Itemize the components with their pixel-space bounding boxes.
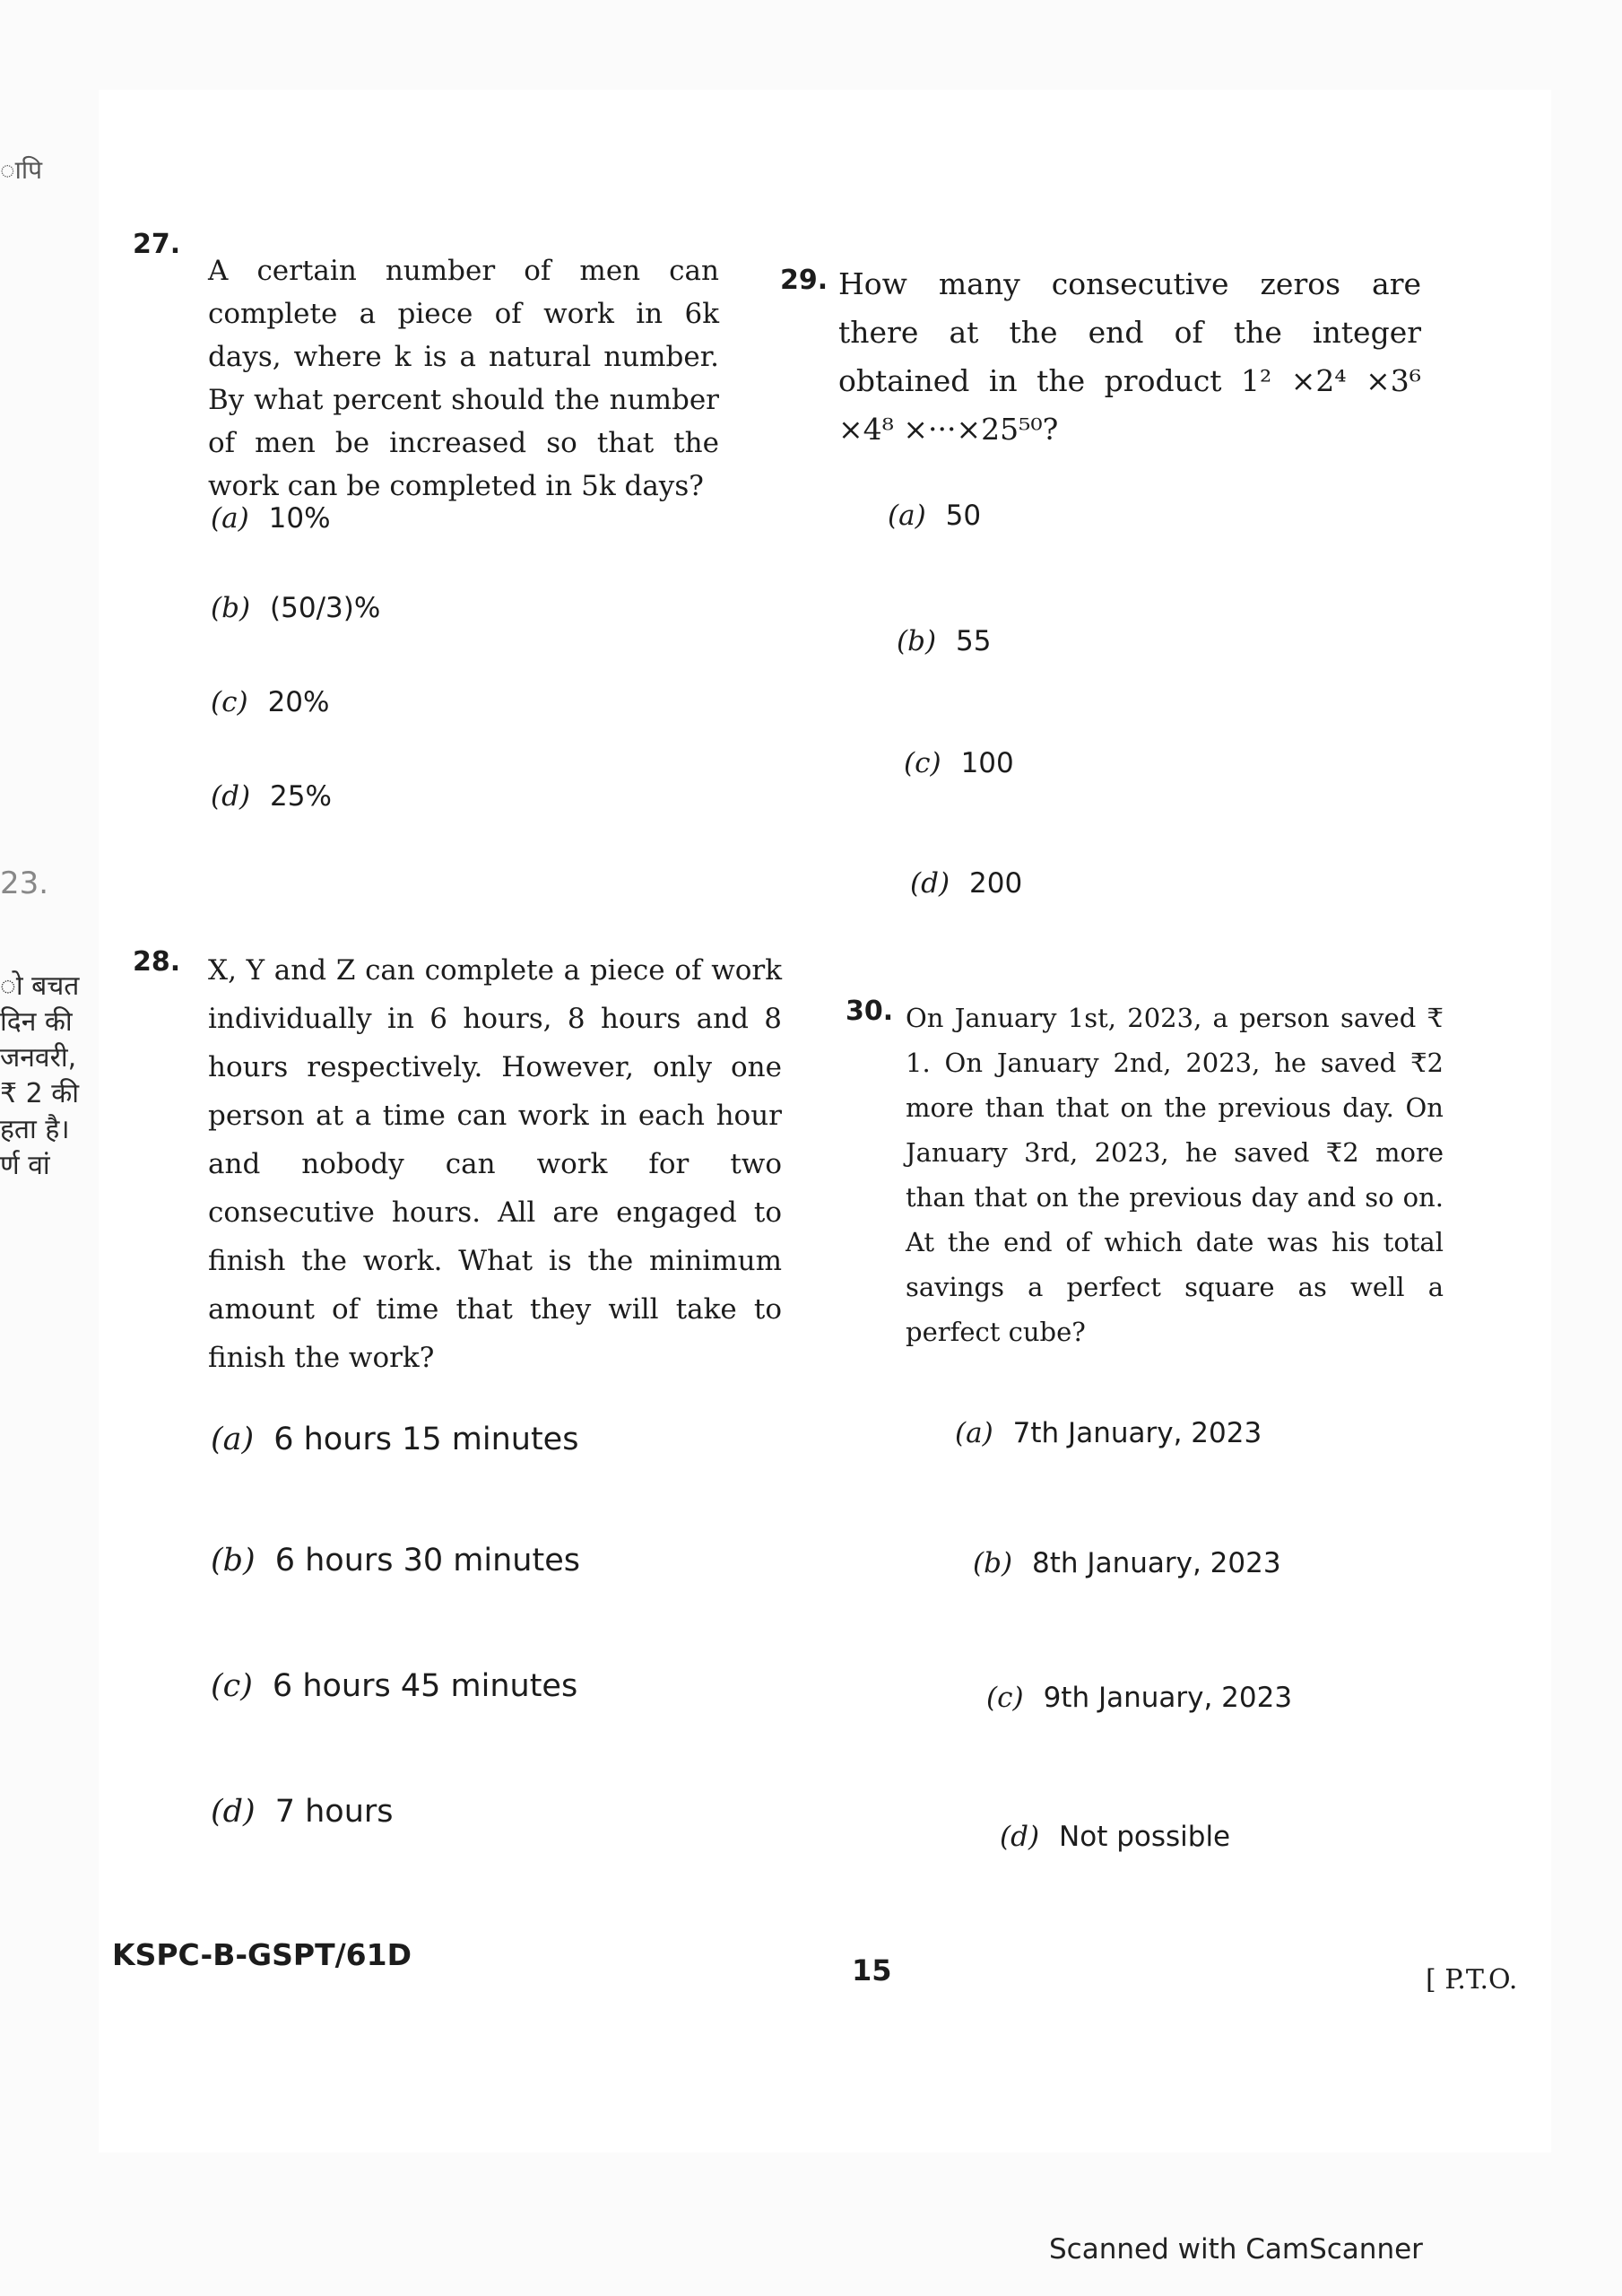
option-value: 55 (956, 625, 992, 657)
option-b (211, 1543, 580, 1578)
scanner-watermark: Scanned with CamScanner (1049, 2233, 1423, 2266)
question-number: 29. (780, 265, 828, 296)
option-c (986, 1682, 1292, 1714)
option-label: (d) (910, 867, 950, 900)
question-product: 1² ×2⁴ ×3⁶ ×4⁸ ×···×25⁵⁰? (838, 363, 1421, 447)
option-value: 6 hours 45 minutes (272, 1668, 578, 1704)
option-value: 7 hours (274, 1794, 394, 1830)
option-label: (a) (211, 502, 249, 535)
option-label: (a) (211, 1422, 255, 1457)
option-value: 50 (945, 500, 982, 532)
question-text: A certain number of men can complete a piece of work in 6k days, where k is a natural number. By what percent should the number of men be increased so that the work can be completed in 5k days? (208, 255, 719, 502)
margin-question-number: 23. (0, 865, 49, 901)
pto-marker: [ P.T.O. (1426, 1964, 1518, 1996)
option-label: (d) (211, 780, 251, 813)
margin-line: ो बचत (0, 970, 80, 1002)
paper-code: KSPC-B-GSPT/61D (112, 1937, 412, 1972)
question-number: 30. (846, 996, 894, 1027)
option-c (211, 1668, 577, 1704)
option-value: 6 hours 30 minutes (274, 1543, 580, 1578)
option-label: (b) (973, 1547, 1013, 1579)
option-d (211, 780, 332, 813)
option-b (897, 625, 992, 657)
question-text: X, Y and Z can complete a piece of work individually in 6 hours, 8 hours and 8 hours respectively. However, only one person at a time can work in each hour and nobody can work for two consecutive hours. All are engaged to finish the work. What is the minimum amount of time that they will take to finish the work? (208, 954, 782, 1374)
margin-corner-text: ापि (0, 155, 43, 185)
option-value: 20% (267, 686, 330, 718)
option-c (904, 747, 1014, 779)
question-text-main: How many consecutive zeros are there at the end of the integer obtained in the product (838, 266, 1421, 398)
option-value: 100 (960, 747, 1014, 779)
option-d (910, 867, 1022, 900)
option-label: (c) (211, 686, 248, 718)
margin-line: दिन की (0, 1006, 73, 1038)
option-value: 8th January, 2023 (1032, 1547, 1281, 1579)
option-label: (b) (897, 625, 937, 657)
margin-line: र्ण वां (0, 1150, 50, 1181)
option-label: (d) (1000, 1821, 1040, 1853)
option-d (211, 1794, 394, 1830)
option-a (211, 1422, 578, 1457)
option-value: Not possible (1059, 1821, 1231, 1853)
question-number: 28. (133, 946, 181, 978)
option-value: 25% (270, 780, 332, 813)
option-label: (b) (211, 1543, 256, 1578)
option-b (973, 1547, 1281, 1579)
option-label: (d) (211, 1794, 256, 1830)
option-value: (50/3)% (270, 592, 381, 624)
option-label: (a) (888, 500, 926, 532)
option-c (211, 686, 329, 718)
option-a (955, 1417, 1262, 1449)
option-label: (b) (211, 592, 251, 624)
option-d (1000, 1821, 1230, 1853)
option-value: 7th January, 2023 (1012, 1417, 1262, 1449)
question-text (838, 260, 1421, 454)
option-value: 10% (268, 502, 331, 535)
option-value: 6 hours 15 minutes (273, 1422, 579, 1457)
question-number: 27. (133, 229, 181, 260)
option-label: (c) (904, 747, 941, 779)
option-value: 9th January, 2023 (1043, 1682, 1293, 1714)
margin-line: जनवरी, (0, 1042, 77, 1074)
option-a (888, 500, 981, 532)
option-label: (a) (955, 1417, 993, 1449)
option-a (211, 502, 331, 535)
option-label: (c) (986, 1682, 1024, 1714)
margin-line: ₹ 2 की (0, 1078, 80, 1109)
margin-line: हता है। (0, 1114, 70, 1145)
margin-hindi-text (0, 969, 99, 1184)
option-b (211, 592, 380, 624)
option-label: (c) (211, 1668, 253, 1704)
option-value: 200 (969, 867, 1023, 900)
page-number: 15 (852, 1953, 892, 1987)
question-text: On January 1st, 2023, a person saved ₹ 1. On January 2nd, 2023, he saved ₹2 more than that on the previous day. On January 3rd, 2023, he saved ₹2 more than that on the previous day and so on. At the end of which date was his total savings a perfect square as well a perfect cube? (906, 1003, 1444, 1347)
